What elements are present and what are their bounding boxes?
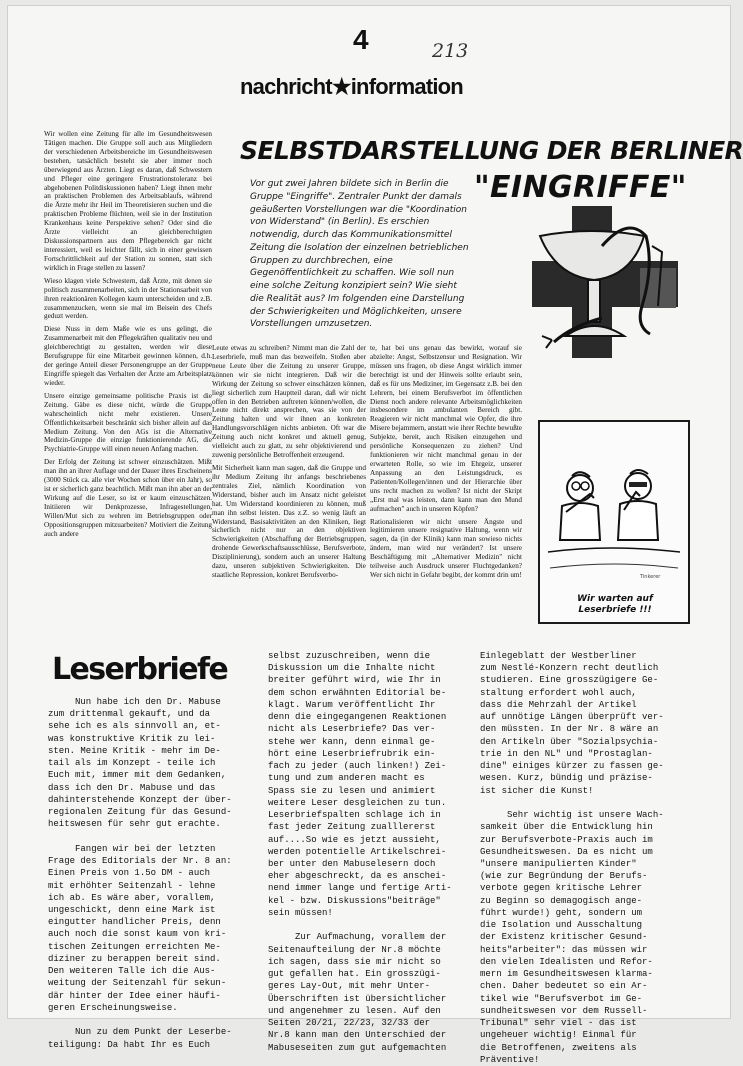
letter-column-1: Nun habe ich den Dr. Mabuse zum drittenmal gekauft, und da sehe ich es als sinnvoll an, et- was konstruktive Kritik zu lei- sten. Meine Kritik - mehr im De- tail als im Konzept - teile ich Euch mit, immer mit dem Gedanken, dass ich den Dr. Mabuse und das dahinterstehende Konzept der über- regionalen Zeitung für das Gesund- heitswesen für sehr gut erachte. Fangen wir bei der letzten Frage des Editorials der Nr. 8 an: Einen Preis von 1.5o DM - auch mit erhöhter Seitenzahl - lehne ich ab. Es wäre aber, vorallem, ungeschickt, denn eine Mark ist eingutter handlicher Preis, denn auch noch die sonst kaum von kri- tischen Zeitungen erreichten Me- diziner zu berappen bereit sind. Den weiteren Talle ich die Aus- weitung der Seitenzahl für sekun- där hinter der Idee einer häufi- geren Erscheinungsweise. Nun zu dem Punkt der Leserbe- teiligung: Da habt Ihr es Euch bbox=[48, 697, 232, 1050]
article-column-1 bbox=[44, 130, 212, 618]
cartoon-box bbox=[538, 420, 690, 624]
article-paragraph: Rationalisieren wir nicht unsere Ängste und legitimieren unsere resignative Haltung, wenn wir sagen, da (in der Klinik) kann man sowieso nichts ändern, man wird nur verändert? Ist unsere Beschäftigung mit „Alternativer Medizin" nicht teilweise auch Ausdruck unserer Fluchtgedanken? Wer sich nicht in Gefahr begibt, der kommt drin um! bbox=[370, 517, 522, 580]
handwritten-page-number: 213 bbox=[432, 40, 469, 62]
article-column-2 bbox=[212, 344, 366, 618]
section-masthead: nachricht★information bbox=[240, 74, 463, 99]
cartoon-signature: Tinkerer bbox=[640, 574, 661, 580]
cartoon-two-figures-illustration bbox=[540, 422, 688, 582]
article-intro: Vor gut zwei Jahren bildete sich in Berlin die Gruppe "Eingriffe". Zentraler Punkt der damals geäußerten Vorstellungen war die "Koordination von Widerstand" (in Berlin). Es erschien notwendig, durch das Kommunikationsmittel Zeitung die Isolation der einzelnen betrieblichen Gruppen zu durchbrechen, eine Gegenöffentlichkeit zu schaffen. Wie soll nun eine solche Zeitung konzipiert sein? Wie sieht die Realität aus? Im folgenden eine Darstellung der Schwierigkeiten und Möglichkeiten, unsere Vorstellungen umzusetzen. bbox=[250, 179, 469, 330]
article-paragraph: Leute etwas zu schreiben? Nimmt man die Zahl der Leserbriefe, muß man das bezweifeln. Stoßen aber neue Leute über die Zeitung zu unserer Gruppe, können wir sie nicht integrieren. Daß wir die Wirkung der Zeitung so schwer einschätzen können, liegt sicherlich zum Hauptteil daran, daß wir nicht offen in den Betrieben auftreten können/wollen, die Leute nicht direkt ansprechen, was sie von der Zeitung halten und wir ihnen an konkreten Handlungsvorschlägen nichts anbieten. Oft war die Zeitung auch nicht konkret und aktuell genug, vielleicht auch zu glatt, zu sehr objektivierend und zuwenig persönliche Betroffenheit erzeugend. bbox=[212, 344, 366, 460]
article-paragraph: Unsere einzige gemeinsame politische Praxis ist die Zeitung. Gäbe es diese nicht, würde die Gruppe wahrscheinlich nicht mehr existieren. Unsere Öffentlichkeitsarbeit beschränkt sich bisher allein auf das Medium Zeitung. Von den AGs ist die Alternative Medizin-Gruppe die einzige funktionierende AG, die Psychiatrie-Gruppe will einen neuen Anfang machen. bbox=[44, 391, 212, 454]
headline-line-1: SELBSTDARSTELLUNG DER BERLINER bbox=[240, 136, 743, 165]
headline-line-2: "EINGRIFFE" bbox=[474, 170, 687, 205]
article-paragraph: Der Erfolg der Zeitung ist schwer einzuschätzen. Mißt man ihn an ihrer Auflage und der Dauer ihres Erscheinens (3000 Stück ca. alle vier Wochen schon über ein Jahr), so ist er sicherlich ganz beachtlich. Mißt man ihn aber an der Wirkung auf die Leser, so ist er kaum einzuschätzen. Initiieren wir Denkprozesse, Infragestellungen, Willen/Mut sich zu wehren im Betriebsgruppen oder Oppositionsgruppen mitzuarbeiten? Motiviert die Zeitung auch andere bbox=[44, 458, 212, 538]
cartoon-caption: Wir warten auf Leserbriefe !!! bbox=[577, 594, 653, 616]
letter-column-2: selbst zuzuschreiben, wenn die Diskussion um die Inhalte nicht breiter geführt wird, wie Ihr in dem schon erwähnten Editorial be- klagt. Warum veröffentlicht Ihr denn die eingegangenen Reaktionen nicht als Leserbriefe? Das ver- stehe wer kann, denn einmal ge- hört eine Leserbriefrubrik ein- fach zu jeder (auch linken!) Zei- tung und zum anderen macht es Spass sie zu lesen und animiert weitere Leser desgleichen zu tun. Leserbriefspalten schlage ich in fast jeder Zeitung zualllererst auf....So wie es jetzt aussieht, werden potentielle Artikelschrei- ber unter den Mabuselesern doch eher abgeschreckt, da es anschei- nend immer lange und fertige Arti- kel - bzw. Diskussions"beiträge" sein müssen! Zur Aufmachung, vorallem der Seitenaufteilung der Nr.8 möchte ich sagen, dass sie mir nicht so gut gefallen hat. Ein grosszügi- geres Lay-Out, mit mehr Unter- Überschriften ist übersichtlicher und angenehmer zu lesen. Auf den Seiten 20/21, 22/23, 32/33 der Nr.8 kann man den Unterschied der Mabuseseiten zum gut aufgemachten bbox=[268, 651, 452, 1053]
article-paragraph: Wieso klagen viele Schwestern, daß Ärzte, mit denen sie politisch zusammenarbeiten, sich in der Stationsarbeit von ihren reaktionären Kollegen kaum unterscheiden und z.B. zusammenzucken, wenn sie mal im Beisein des Chefs geduzt werden. bbox=[44, 276, 212, 321]
article-paragraph: Wir wollen eine Zeitung für alle im Gesundheitswesen Tätigen machen. Die Gruppe soll auch aus Mitgliedern der verschiedenen Arbeitsbereiche im Gesundheitswesen bestehen, tatsächlich besteht sie aber immer noch überwiegend aus Ärzten. Liegt es daran, daß Schwestern und Pfleger eine geringere Frustrationstoleranz bei abgehobenen Politdiskussionen haben? Liegt ihnen mehr an praktischen Problemen des Arbeitsablaufs, während die Ärzte mehr ihr Heil im Theoretisieren suchen und die praktischen Probleme flüchten, weil sie in der Institution Krankenhaus keine Perspektive sehen? Oder sind die Ärzte vielleicht an gleichberechtigten Diskussionspartnern aus dem Pflegebereich gar nicht interessiert, weil es leichter fällt, sich in einer gewissen Fortschrittlichkeit auf der Station zu sonnen, statt sich wirklich in Frage stellen zu lassen? bbox=[44, 130, 212, 272]
newspaper-page bbox=[8, 6, 743, 1065]
letter-column-3: Einlegeblatt der Westberliner zum Nestlé-Konzern recht deutlich studieren. Eine grosszügigere Ge- staltung erfordert wohl auch, dass die Mehrzahl der Artikel auf unnötige Längen überprüft ver- den müssten. In der Nr. 8 wäre an den Artikeln über "Sozialpsychia- trie in den NL" und "Prostaglan- dine" einiges kürzer zu fassen ge- wesen. Kurz, bündig und präzise- ist sicher die Kunst! Sehr wichtig ist unsere Wach- samkeit über die Entwicklung hin zur Berufsverbote-Praxis auch im Gesundheitswesen. Da es nicht um "unsere manipulierten Kinder" (wie zur Begründung der Berufs- verbote gegen kritische Lehrer zu Beginn so demagogisch ange- führt wurde!) geht, sondern um die Isolation und Ausschaltung der Existenz kritischer Gesund- heits"arbeiter": das müssen wir den vielen Idealisten und Refor- mern im Gesundheitswesen klarma- chen. Daher bedeutet so ein Ar- tikel wie "Berufsverbot im Ge- sundheitswesen vor dem Russell- Tribunal" sehr viel - das ist ungeheuer wichtig! Einmal für die Betroffenen, zweitens als Präventive! bbox=[480, 651, 664, 1065]
page-number: 4 bbox=[353, 24, 369, 55]
article-paragraph: Mit Sicherheit kann man sagen, daß die Gruppe und ihr Medium Zeitung ihr anfangs beschriebenes zentrales Ziel, nämlich Koordination von Widerstand, bisher auch im Ansatz nicht geleistet hat. Um Widerstand koordinieren zu können, muß man ihn selbst leisten. Das z.Z. so wenig läuft an Widerstand, Basisaktivitäten an den Kliniken, liegt sicherlich nicht nur an den objektiven Schwierigkeiten (Abschaffung der Betriebsgruppen, drohende Gewerkschaftsausschlüsse, Berufsverbote, Disziplinierung), sondern auch an unserer Haltung dazu, unseren subjektiven Schwierigkeiten. Die staatliche Repression, konkret Berufsverbo- bbox=[212, 463, 366, 580]
article-column-3 bbox=[370, 344, 522, 618]
article-paragraph: Diese Nuss in dem Maße wie es uns gelingt, die Zusammenarbeit mit den Pflegekräften qualitativ neu und gleichberechtigt zu gestalten, werden wir diese Berufsgruppe für eine Mitarbeit gewinnen können, d.h. der geringe Anteil dieser Personengruppe an der Gruppe Eingriffe spiegelt das Verhalten der Ärzte am Arbeitsplatz wieder. bbox=[44, 325, 212, 387]
article-paragraph: te, hat bei uns genau das bewirkt, worauf sie abzielte: Angst, Selbstzensur und Resignation. Wir müssen uns fragen, ob diese Angst wirklich immer berechtigt ist und der Hinweis sollte erlaubt sein, daß es für uns Mediziner, im Gegensatz z.B. bei den Lehrern, bei einem Berufsverbot im öffentlichen Dienst noch andere relevante Arbeitsmöglichkeiten insbesondere im ambulanten Bereich gibt. Reagieren wir nicht manchmal wie Opfer, die ihre Misere bejammern, anstatt wie ihrer Rechte bewußte Subjekte, bereit, auch Risiken einzugehen und persönliche Konsequenzen zu ziehen? Und funktionieren wir nicht manchmal genau in der erwarteten Rolle, so wie im Ehrgeiz, unserer Anpassung an den Leistungsdruck, es Patienten/Kollegen/innen und der Hierarchie über uns recht machen zu wollen? Ist nicht der Skript „Erst mal was leisten, dann kann man den Mund aufmachen" auch in unseren Köpfen? bbox=[370, 344, 522, 513]
section-title-leserbriefe: Leserbriefe bbox=[52, 652, 228, 687]
cross-and-chalice-illustration bbox=[532, 206, 678, 358]
